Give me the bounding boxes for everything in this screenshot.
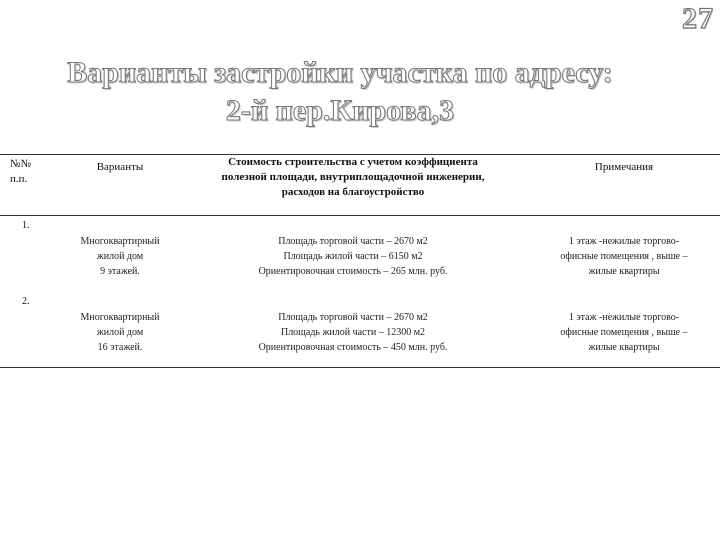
cell-line: 9 этажей.	[100, 266, 140, 277]
cell-cost	[178, 216, 528, 292]
cell-line: Площадь жилой части – 12300 м2	[280, 326, 426, 338]
header-num-line: №№	[10, 158, 31, 170]
cell-line: офисные помещения , выше –	[560, 251, 688, 262]
header-num-line: п.п.	[10, 173, 28, 185]
cell-line: Многоквартирный	[80, 311, 160, 323]
header-cost	[178, 155, 528, 216]
cell-line: Площадь жилой части – 6150 м2	[283, 251, 423, 262]
cell-line: жилые квартиры	[588, 266, 660, 277]
cell-line: офисные помещения , выше –	[560, 326, 688, 338]
table-header-row	[0, 155, 720, 216]
cell-line: 1 этаж -нежилые торгово-	[568, 236, 680, 247]
table-row	[0, 216, 720, 292]
variants-table-container	[0, 154, 720, 368]
cell-line: жилой дом	[96, 251, 144, 262]
cell-line: жилой дом	[96, 326, 144, 338]
cell-notes	[528, 216, 720, 292]
header-cost-line: полезной площади, внутриплощадочной инженерии,	[221, 171, 485, 183]
row-number: 2.	[22, 295, 30, 307]
row-number: 1.	[22, 220, 30, 231]
header-notes	[528, 155, 720, 216]
header-cost-line: Стоимость строительства с учетом коэффициента	[228, 156, 478, 168]
header-cost-line: расходов на благоустройство	[281, 186, 425, 198]
header-num	[0, 155, 62, 216]
variants-table	[0, 154, 720, 368]
cell-line: Многоквартирный	[80, 236, 160, 247]
cell-variant	[62, 216, 178, 292]
cell-line: Ориентировочная стоимость – 450 млн. руб.	[258, 341, 448, 353]
header-notes-label: Примечания	[594, 161, 654, 173]
header-variant-label: Варианты	[96, 161, 144, 173]
cell-line: Площадь торговой части – 2670 м2	[278, 311, 428, 323]
cell-line: Площадь торговой части – 2670 м2	[278, 236, 428, 247]
cell-line: 16 этажей.	[97, 341, 143, 353]
cell-line: Ориентировочная стоимость – 265 млн. руб.	[258, 266, 448, 277]
cell-notes	[528, 292, 720, 368]
cell-cost	[178, 292, 528, 368]
cell-variant	[62, 292, 178, 368]
slide-number: 27	[682, 2, 714, 35]
table-row	[0, 292, 720, 368]
header-variant	[62, 155, 178, 216]
cell-line: 1 этаж -нежилые торгово-	[568, 311, 680, 323]
cell-line: жилые квартиры	[588, 341, 660, 353]
slide-title: Варианты застройки участка по адресу: 2-й пер.Кирова,3	[67, 56, 613, 127]
